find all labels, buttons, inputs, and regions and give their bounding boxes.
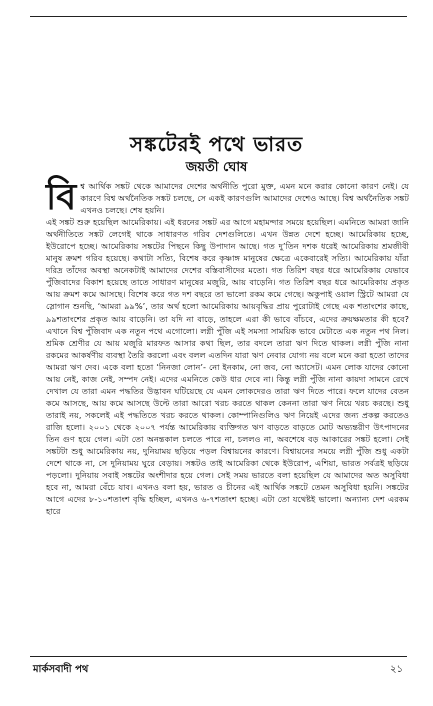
footer-rule <box>30 656 407 657</box>
page-number: ২১ <box>390 664 403 675</box>
top-rule <box>30 16 407 17</box>
article-author: জয়তী ঘোষ <box>185 160 248 175</box>
article-body <box>46 176 409 517</box>
publication-name: মার্কসবাদী পথ <box>33 664 89 675</box>
drop-cap: বি <box>46 176 77 218</box>
article-title: সঙ্কটেরই পথে ভারত <box>129 132 304 156</box>
paragraph-2: এই সঙ্কট শুরু হয়েছিল আমেরিকায়। এই ধরনের সঙ্কট এর আগে মহামন্দার সময়ে হয়েছিল। এমনিতে আমরা জানি অর্থনীতিতে সঙ্কট লেগেই থাকে সাধারণত গরিব দেশগুলিতে। এখন উন্নত দেশে হচ্ছে। আমেরিকায় হচ্ছে, ইউরোপে হচ্ছে। আমেরিকায় সঙ্কটের পিছনে কিছু উপাদান আছে। গত দু’তিন দশক ধরেই আমেরিকায় শ্রমজীবী মানুষ ক্রমশ গরিব হয়েছে। কথাটা সত্যি, বিশেষ করে কৃষ্ণাঙ্গ মানুষের ক্ষেত্রে একেবারেই সত্যি। আমেরিকায় যাঁরা দরিদ্র তাঁদের অবস্থা অনেকটাই আমাদের দেশের বস্তিবাসীদের মতো। গত তিরিশ বছর ধরে আমেরিকায় যেভাবে পুঁজিবাদের বিকাশ হয়েছে তাতে সাধারণ মানুষের মজুরি, আয় বাড়েনি। গত তিরিশ বছর ধরে আমেরিকায় প্রকৃত আয় ক্রমশ কমে আসছে। বিশেষ করে গত দশ বছরে তা ভালো রকম কমে গেছে। অকুপাই ওয়াল স্ট্রিটে আমরা যে স্লোগান শুনছি, ‘আমরা ৯৯%’, তার অর্থ হলো আমেরিকায় আয়বৃদ্ধির প্রায় পুরোটাই গেছে এক শতাংশের কাছে, ৯৯শতাংশের প্রকৃত আয় বাড়েনি। তা যদি না বাড়ে, তাহলে এরা কী ভাবে বাঁচবে, এদের ক্রয়ক্ষমতার কী হবে? এখানে বিশ্ব পুঁজিবাদ এক নতুন পথে এগোলো। লগ্নী পুঁজি এই সমস্যা সাময়িক ভাবে মেটাতে এক নতুন পথ নিল। শ্রমিক শ্রেণীর যে আয় মজুরি মারফত আসার কথা ছিল, তার বদলে তারা ঋণ দিতে থাকল। লগ্নী পুঁজি নানা রকমের আকর্ষণীয় ব্যবস্থা তৈরি করলো এবং বলল এতদিন যারা ঋণ নেবার যোগ্য নয় বলে মনে করা হতো তাদের আমরা ঋণ দেব। একে বলা হতো ‘নিনজা লোন’- নো ইনকাম, নো জব, নো অ্যাসেট। এমন লোক যাদের কোনো আয় নেই, কাজ নেই, সম্পদ নেই। এদের এমনিতে কেউ ধার দেবে না। কিন্তু লগ্নী পুঁজি নানা কায়দা সামনে রেখে দেখাল যে তারা এমন পদ্ধতির উদ্ভাবন ঘটিয়েছে যে এমন লোকদেরও তারা ঋণ দিতে পারে। ফলে যাদের বেতন কমে আসছে, আয় কমে আসছে উল্টে তারা আরো খরচ করতে থাকল কেননা তারা ঋণ নিয়ে খরচ করছে। শুধু তারাই নয়, সকলেই এই পদ্ধতিতে খরচ করতে থাকল। কোম্পানিগুলিও ঋণ নিয়েই এদের জন্য প্রকল্প করতেও রাজি হলো। ২০০১ থেকে ২০০৭ পর্যন্ত আমেরিকায় ব্যক্তিগত ঋণ বাড়তে বাড়তে মোট অভ্যন্তরীণ উৎপাদনের তিন গুণ হয়ে গেল। এটা তো অনন্তকাল চলতে পারে না, চললও না, অবশেষে বড় আকারের সঙ্কট হলো। সেই সঙ্কটটা শুধু আমেরিকায় নয়, দুনিয়াময় ছড়িয়ে পড়ল বিশ্বায়নের কারণে। বিশ্বায়নের সময়ে লগ্নী পুঁজি শুধু একটা দেশে থাকে না, সে দুনিয়াময় ঘুরে বেড়ায়। সঙ্কটও তাই আমেরিকা থেকে ইউরোপ, এশিয়া, ভারত সর্বত্রই ছড়িয়ে পড়লো। দুনিয়ায় সবাই সঙ্কটের অংশীদার হয়ে গেল। সেই সময় ভারতে বলা হয়েছিল যে আমাদের অত অসুবিধা হবে না, আমরা বেঁচে যাব। এখনও বলা হয়, ভারত ও চীনের এই আর্থিক সঙ্কটে তেমন অসুবিধা হয়নি। সঙ্কটের আগে এদের ৮-১০শতাংশ বৃদ্ধি হচ্ছিল, এখনও ৬-৭শতাংশ হচ্ছে। এটা তো যথেষ্টই ভালো। অন্যান্য দেশ এরকম হারে <box>46 217 409 517</box>
paragraph-1 <box>46 176 409 218</box>
paragraph-1-text: শ্ব আর্থিক সঙ্কট থেকে আমাদের দেশের অর্থনীতি পুরো মুক্ত, এমন মনে করার কোনো কারণ নেই। যে কারণে বিশ্ব অর্থনৈতিক সঙ্কট চলছে, সে একই কারণগুলি আমাদের দেশেও আছে। বিশ্ব অর্থনৈতিক সঙ্কট এখনও চলছে। শেষ হয়নি। <box>80 181 409 216</box>
